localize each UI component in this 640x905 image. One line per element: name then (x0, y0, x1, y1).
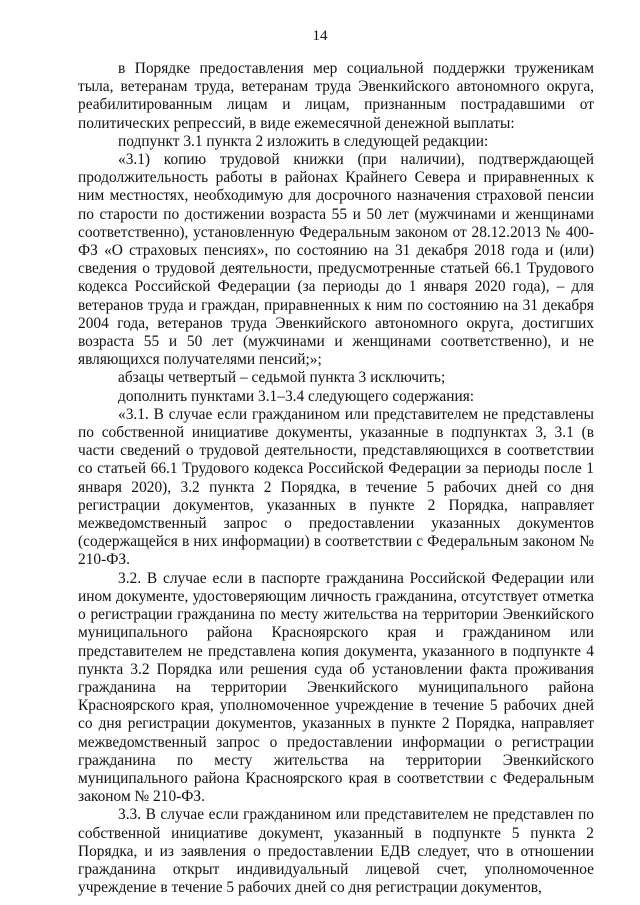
paragraph-subitem-3-1-instruction: подпункт 3.1 пункта 2 изложить в следующей редакции: (118, 132, 489, 150)
paragraph-add-items-instruction: дополнить пунктами 3.1–3.4 следующего содержания: (118, 387, 475, 405)
paragraph-item-3-2: 3.2. В случае если в паспорте гражданина Российской Федерации или ином документе, удостоверяющим личность гражданина, отсутствует отметка о регистрации гражданина по месту жительства на территории Эвенкийского муниципального района Красноярского края и гражданином или представителем не представлена копия документа, указанного в подпункте 4 пункта 3.2 Порядка или решения суда об установлении факта проживания гражданина на территории Эвенкийского муниципального района Красноярского края, уполномоченное учреждение в течение 5 рабочих дней со дня регистрации документов, указанных в пункте 2 Порядка, направляет межведомственный запрос о предоставлении информации о регистрации гражданина по месту жительства на территории Эвенкийского муниципального района Красноярского края в соответствии с Федеральным законом № 210-ФЗ. (78, 569, 594, 806)
paragraph-item-3-1: «3.1. В случае если гражданином или представителем не представлены по собственной инициативе документы, указанные в подпунктах 3, 3.1 (в части сведений о трудовой деятельности, представляющихся в соответствии со статьей 66.1 Трудового кодекса Российской Федерации за периоды после 1 января 2020), 3.2 пункта 2 Порядка, в течение 5 рабочих дней со дня регистрации документов, указанных в пункте 2 Порядка, направляет межведомственный запрос о предоставлении указанных документов (содержащейся в них информации) в соответствии с Федеральным законом № 210-ФЗ. (78, 405, 594, 569)
paragraph-item-3-3: 3.3. В случае если гражданином или представителем не представлен по собственной инициативе документ, указанный в подпункте 5 пункта 2 Порядка, и из заявления о предоставлении ЕДВ следует, что в отношении гражданина открыт индивидуальный лицевой счет, уполномоченное учреждение в течение 5 рабочих дней со дня регистрации документов, (78, 806, 594, 897)
document-body (78, 60, 594, 897)
paragraph-exclude-instruction: абзацы четвертый – седьмой пункта 3 исключить; (118, 369, 446, 387)
paragraph-procedure-title: в Порядке предоставления мер социальной поддержки труженикам тыла, ветеранам труда, ветеранам труда Эвенкийского автономного округа, реабилитированным лицам и лицам, признанным пострадавшими от политических репрессий, в виде ежемесячной денежной выплаты: (78, 60, 594, 132)
page-number: 14 (312, 28, 328, 44)
paragraph-subitem-3-1-text: «3.1) копию трудовой книжки (при наличии), подтверждающей продолжительность работы в районах Крайнего Севера и приравненных к ним местностях, необходимую для досрочного назначения страховой пенсии по старости по достижении возраста 55 и 50 лет (мужчинами и женщинами соответственно), установленную Федеральным законом от 28.12.2013 № 400-ФЗ «О страховых пенсиях», по состоянию на 31 декабря 2018 года и (или) сведения о трудовой деятельности, предусмотренные статьей 66.1 Трудового кодекса Российской Федерации (за периоды до 1 января 2020 года), – для ветеранов труда и граждан, приравненных к ним по состоянию на 31 декабря 2004 года, ветеранов труда Эвенкийского автономного округа, достигших возраста 55 и 50 лет (мужчинами и женщинами соответственно), и не являющихся получателями пенсий;»; (78, 151, 594, 369)
